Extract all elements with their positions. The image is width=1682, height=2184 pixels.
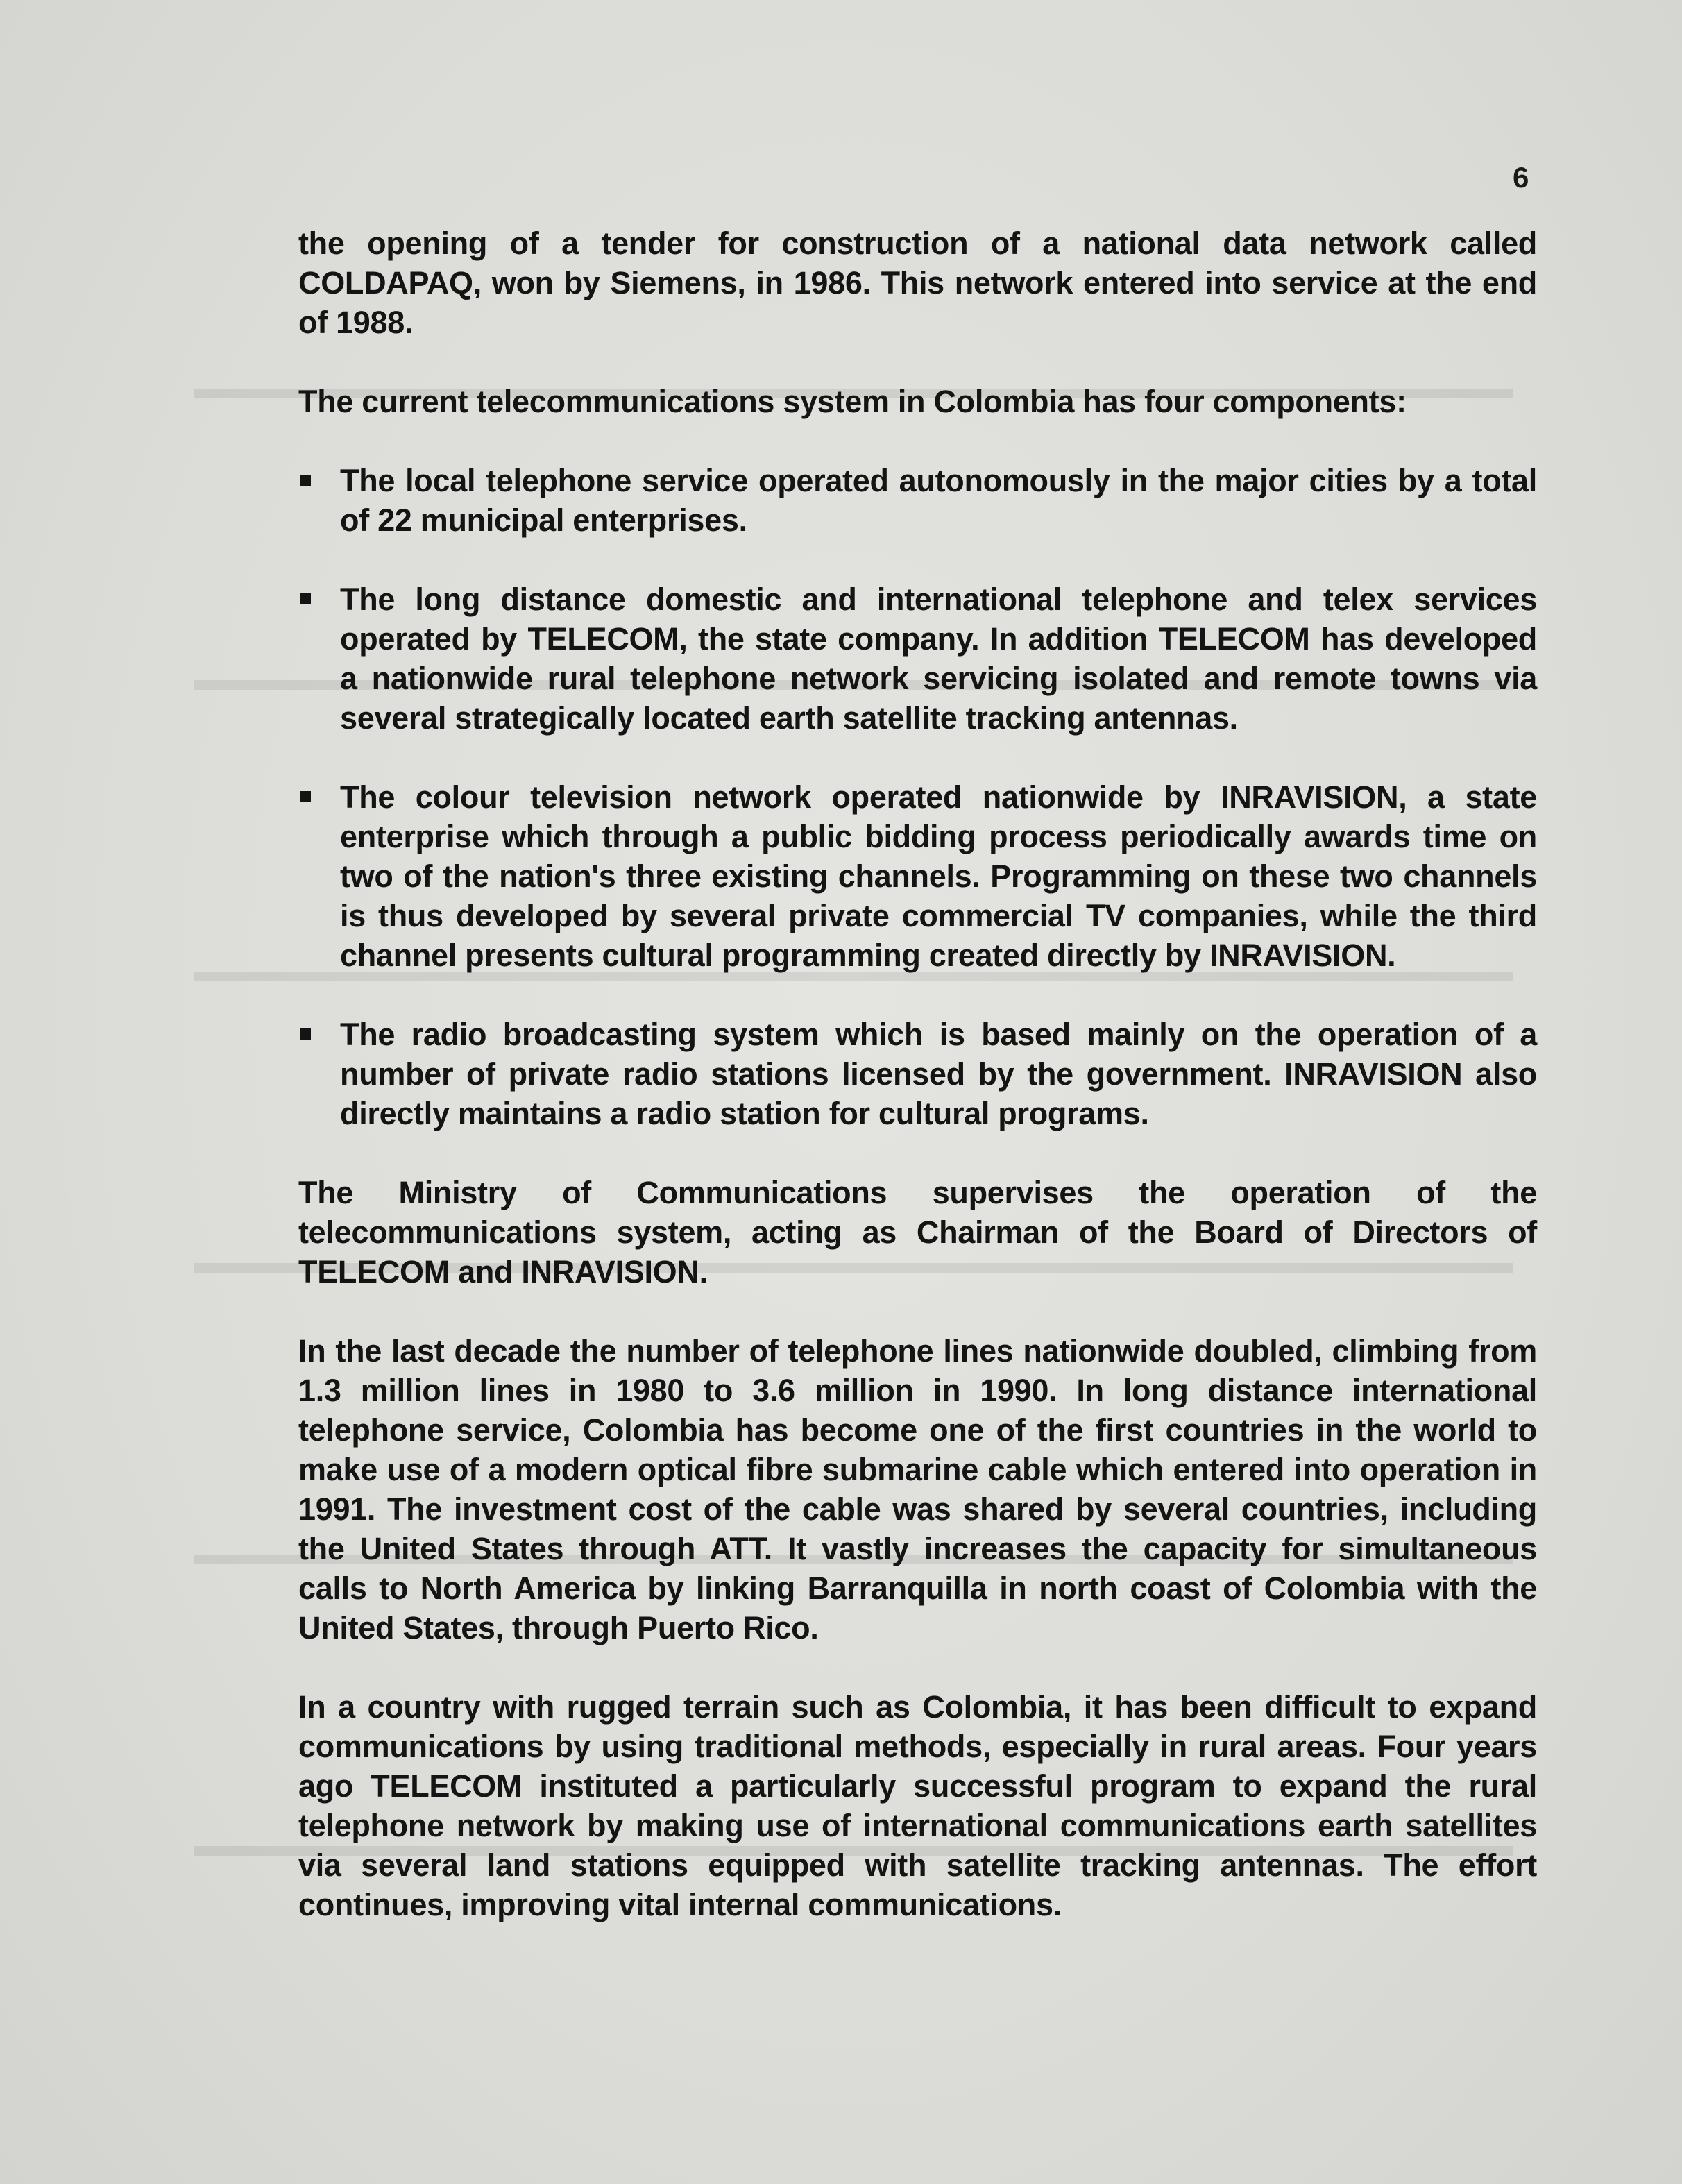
paragraph-2: The current telecommunications system in Colombia has four components: [298,384,1407,419]
paragraph-1: the opening of a tender for construction of a national data network called COLDAPAQ, won by Siemens, in 1986. This network entered into service at the end of 1988. [298,226,1537,340]
body-text [298,223,1537,1924]
square-bullet-icon [300,593,311,604]
paragraph-3: The Ministry of Communications supervises the operation of the telecommunications system, acting as Chairman of the Board of Directors of TELECOM and INRAVISION. [298,1175,1537,1289]
list-item-text: The colour television network operated nationwide by INRAVISION, a state enterprise which through a public bidding process periodically awards time on two of the nation's three existing channels. Programming on these two channels is thus developed by several private commercial TV companies, while the third channel presents cultural programming created directly by INRAVISION. [340,779,1537,973]
page-number: 6 [1513,161,1529,194]
paragraph-5: In a country with rugged terrain such as Colombia, it has been difficult to expand communications by using traditional methods, especially in rural areas. Four years ago TELECOM instituted a particularly successful program to expand the rural telephone network by making use of international communications earth satellites via several land stations equipped with satellite tracking antennas. The effort continues, improving vital internal communications. [298,1689,1537,1922]
list-item-text: The local telephone service operated autonomously in the major cities by a total of 22 municipal enterprises. [340,463,1537,538]
list-item [298,579,1537,738]
list-item-text: The long distance domestic and international telephone and telex services operated by TELECOM, the state company. In addition TELECOM has developed a nationwide rural telephone network servicing isolated and remote towns via several strategically located earth satellite tracking antennas. [340,582,1537,736]
list-item [298,1015,1537,1133]
square-bullet-icon [300,475,311,486]
paragraph-4: In the last decade the number of telephone lines nationwide doubled, climbing from 1.3 million lines in 1980 to 3.6 million in 1990. In long distance international telephone service, Colombia has become one of the first countries in the world to make use of a modern optical fibre submarine cable which entered into operation in 1991. The investment cost of the cable was shared by several countries, including the United States through ATT. It vastly increases the capacity for simultaneous calls to North America by linking Barranquilla in north coast of Colombia with the United States, through Puerto Rico. [298,1333,1537,1645]
list-item-text: The radio broadcasting system which is based mainly on the operation of a number of private radio stations licensed by the government. INRAVISION also directly maintains a radio station for cultural programs. [340,1017,1537,1131]
square-bullet-icon [300,1028,311,1040]
list-item [298,777,1537,975]
list-item [298,461,1537,540]
square-bullet-icon [300,791,311,802]
